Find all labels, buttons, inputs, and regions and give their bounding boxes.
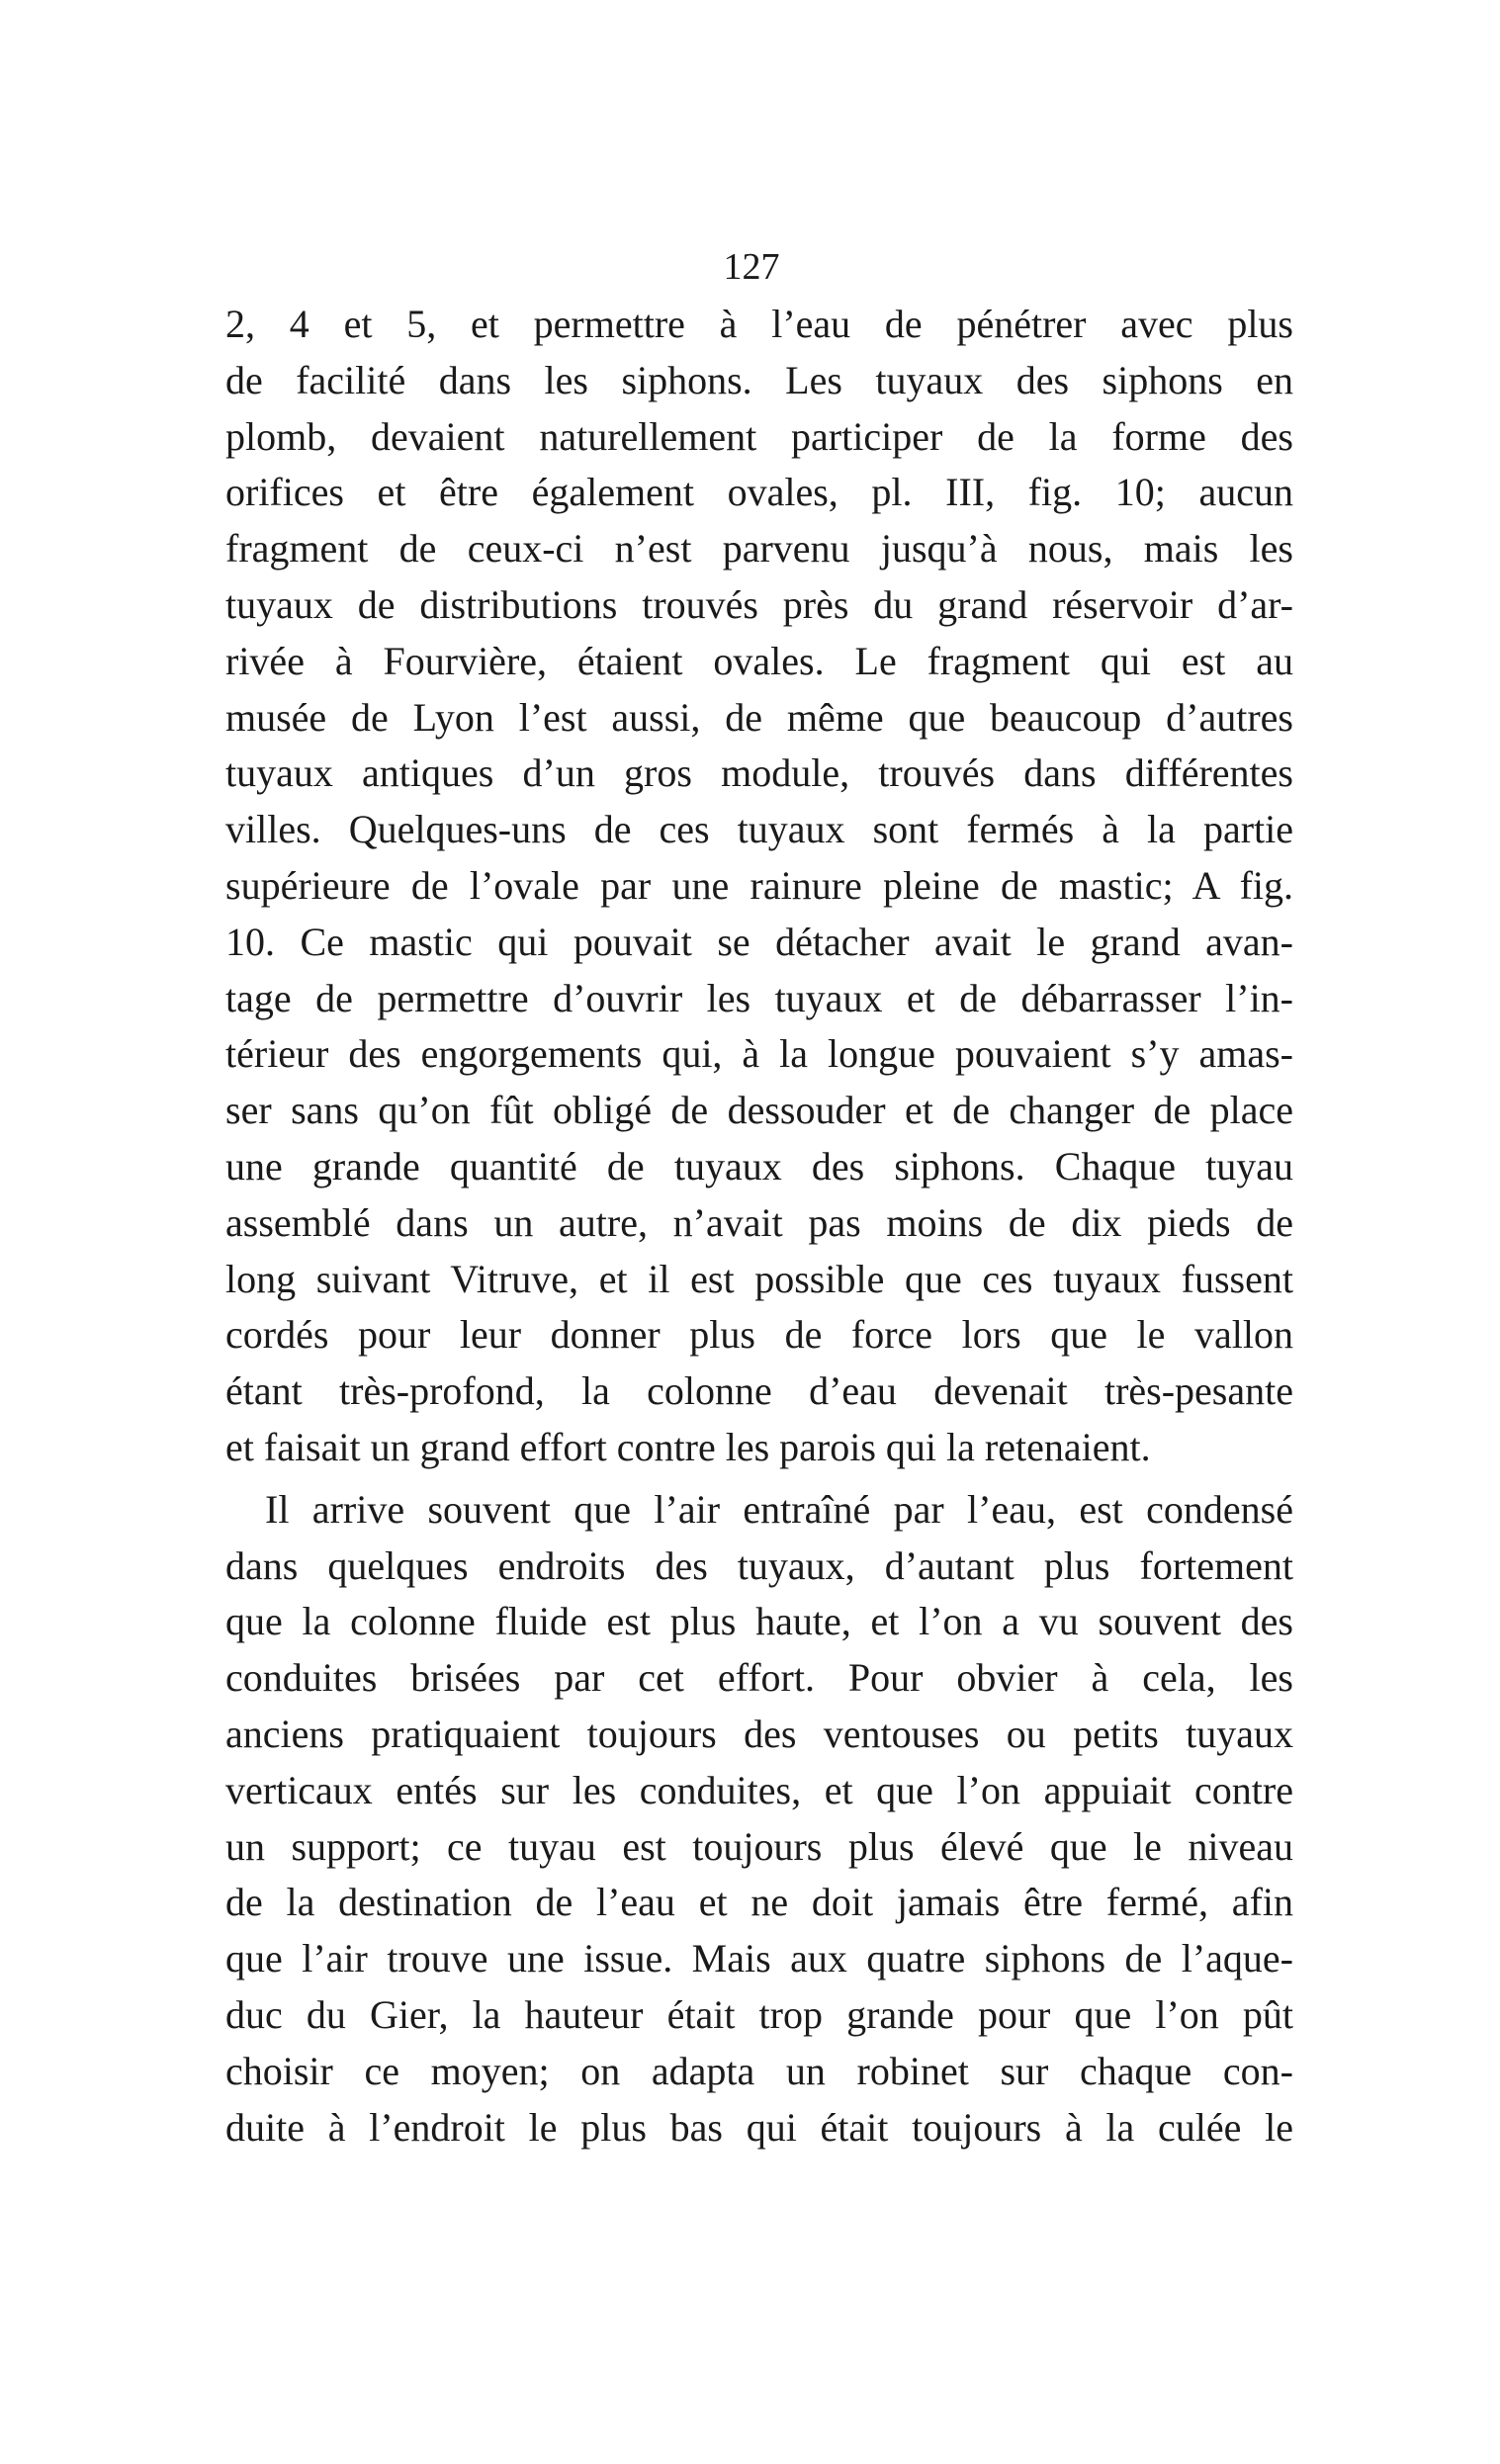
text-line: que la colonne fluide est plus haute, et l’on a vu souvent des — [225, 1599, 1293, 1644]
text-line: verticaux entés sur les conduites, et que l’on appuiait contre — [225, 1767, 1293, 1812]
page-number: 127 — [723, 246, 780, 288]
text-line: duc du Gier, la hauteur était trop grande pour que l’on pût — [225, 1991, 1293, 2037]
text-line: 2, 4 et 5, et permettre à l’eau de pénétrer avec plus — [225, 302, 1293, 346]
text-line: long suivant Vitruve, et il est possible que ces tuyaux fussent — [225, 1256, 1293, 1301]
text-line: duite à l’endroit le plus bas qui était toujours à la culée le — [225, 2104, 1293, 2150]
text-line: ser sans qu’on fût obligé de dessouder et de changer de place — [225, 1088, 1293, 1133]
text-line: de la destination de l’eau et ne doit jamais être fermé, afin — [225, 1880, 1293, 1925]
text-line: tuyaux antiques d’un gros module, trouvés dans différentes — [225, 750, 1293, 796]
text-line: dans quelques endroits des tuyaux, d’autant plus fortement — [225, 1542, 1293, 1588]
text-line: un support; ce tuyau est toujours plus élevé que le niveau — [225, 1823, 1293, 1869]
body-text — [225, 297, 1293, 2156]
text-line: étant très-profond, la colonne d’eau devenait très-pesante — [225, 1368, 1293, 1414]
text-line: que l’air trouve une issue. Mais aux quatre siphons de l’aque- — [225, 1936, 1293, 1981]
text-line: anciens pratiquaient toujours des ventouses ou petits tuyaux — [225, 1711, 1293, 1756]
text-line: cordés pour leur donner plus de force lors que le vallon — [225, 1312, 1293, 1358]
text-line: conduites brisées par cet effort. Pour obvier à cela, les — [225, 1655, 1293, 1701]
text-line: choisir ce moyen; on adapta un robinet sur chaque con- — [225, 2048, 1293, 2093]
text-line: tage de permettre d’ouvrir les tuyaux et de débarrasser l’in- — [225, 975, 1293, 1020]
text-line: villes. Quelques-uns de ces tuyaux sont fermés à la partie — [225, 807, 1293, 852]
text-line: fragment de ceux-ci n’est parvenu jusqu’à nous, mais les — [225, 526, 1293, 572]
text-line: supérieure de l’ovale par une rainure pleine de mastic; A fig. — [225, 862, 1293, 908]
text-line: et faisait un grand effort contre les parois qui la retenaient. — [225, 1424, 1151, 1469]
text-line: orifices et être également ovales, pl. III, fig. 10; aucun — [225, 470, 1293, 515]
text-line: plomb, devaient naturellement participer de la forme des — [225, 413, 1293, 459]
text-line: térieur des engorgements qui, à la longue pouvaient s’y amas- — [225, 1031, 1293, 1077]
text-line: 10. Ce mastic qui pouvait se détacher avait le grand avan- — [225, 919, 1293, 964]
text-line: de facilité dans les siphons. Les tuyaux des siphons en — [225, 357, 1293, 402]
text-line: tuyaux de distributions trouvés près du grand réservoir d’ar- — [225, 581, 1293, 627]
text-line: rivée à Fourvière, étaient ovales. Le fragment qui est au — [225, 638, 1293, 683]
text-line: Il arrive souvent que l’air entraîné par l’eau, est condensé — [265, 1486, 1293, 1532]
text-line: une grande quantité de tuyaux des siphons. Chaque tuyau — [225, 1143, 1293, 1188]
text-line: musée de Lyon l’est aussi, de même que beaucoup d’autres — [225, 694, 1293, 740]
text-line: assemblé dans un autre, n’avait pas moins de dix pieds de — [225, 1199, 1293, 1245]
